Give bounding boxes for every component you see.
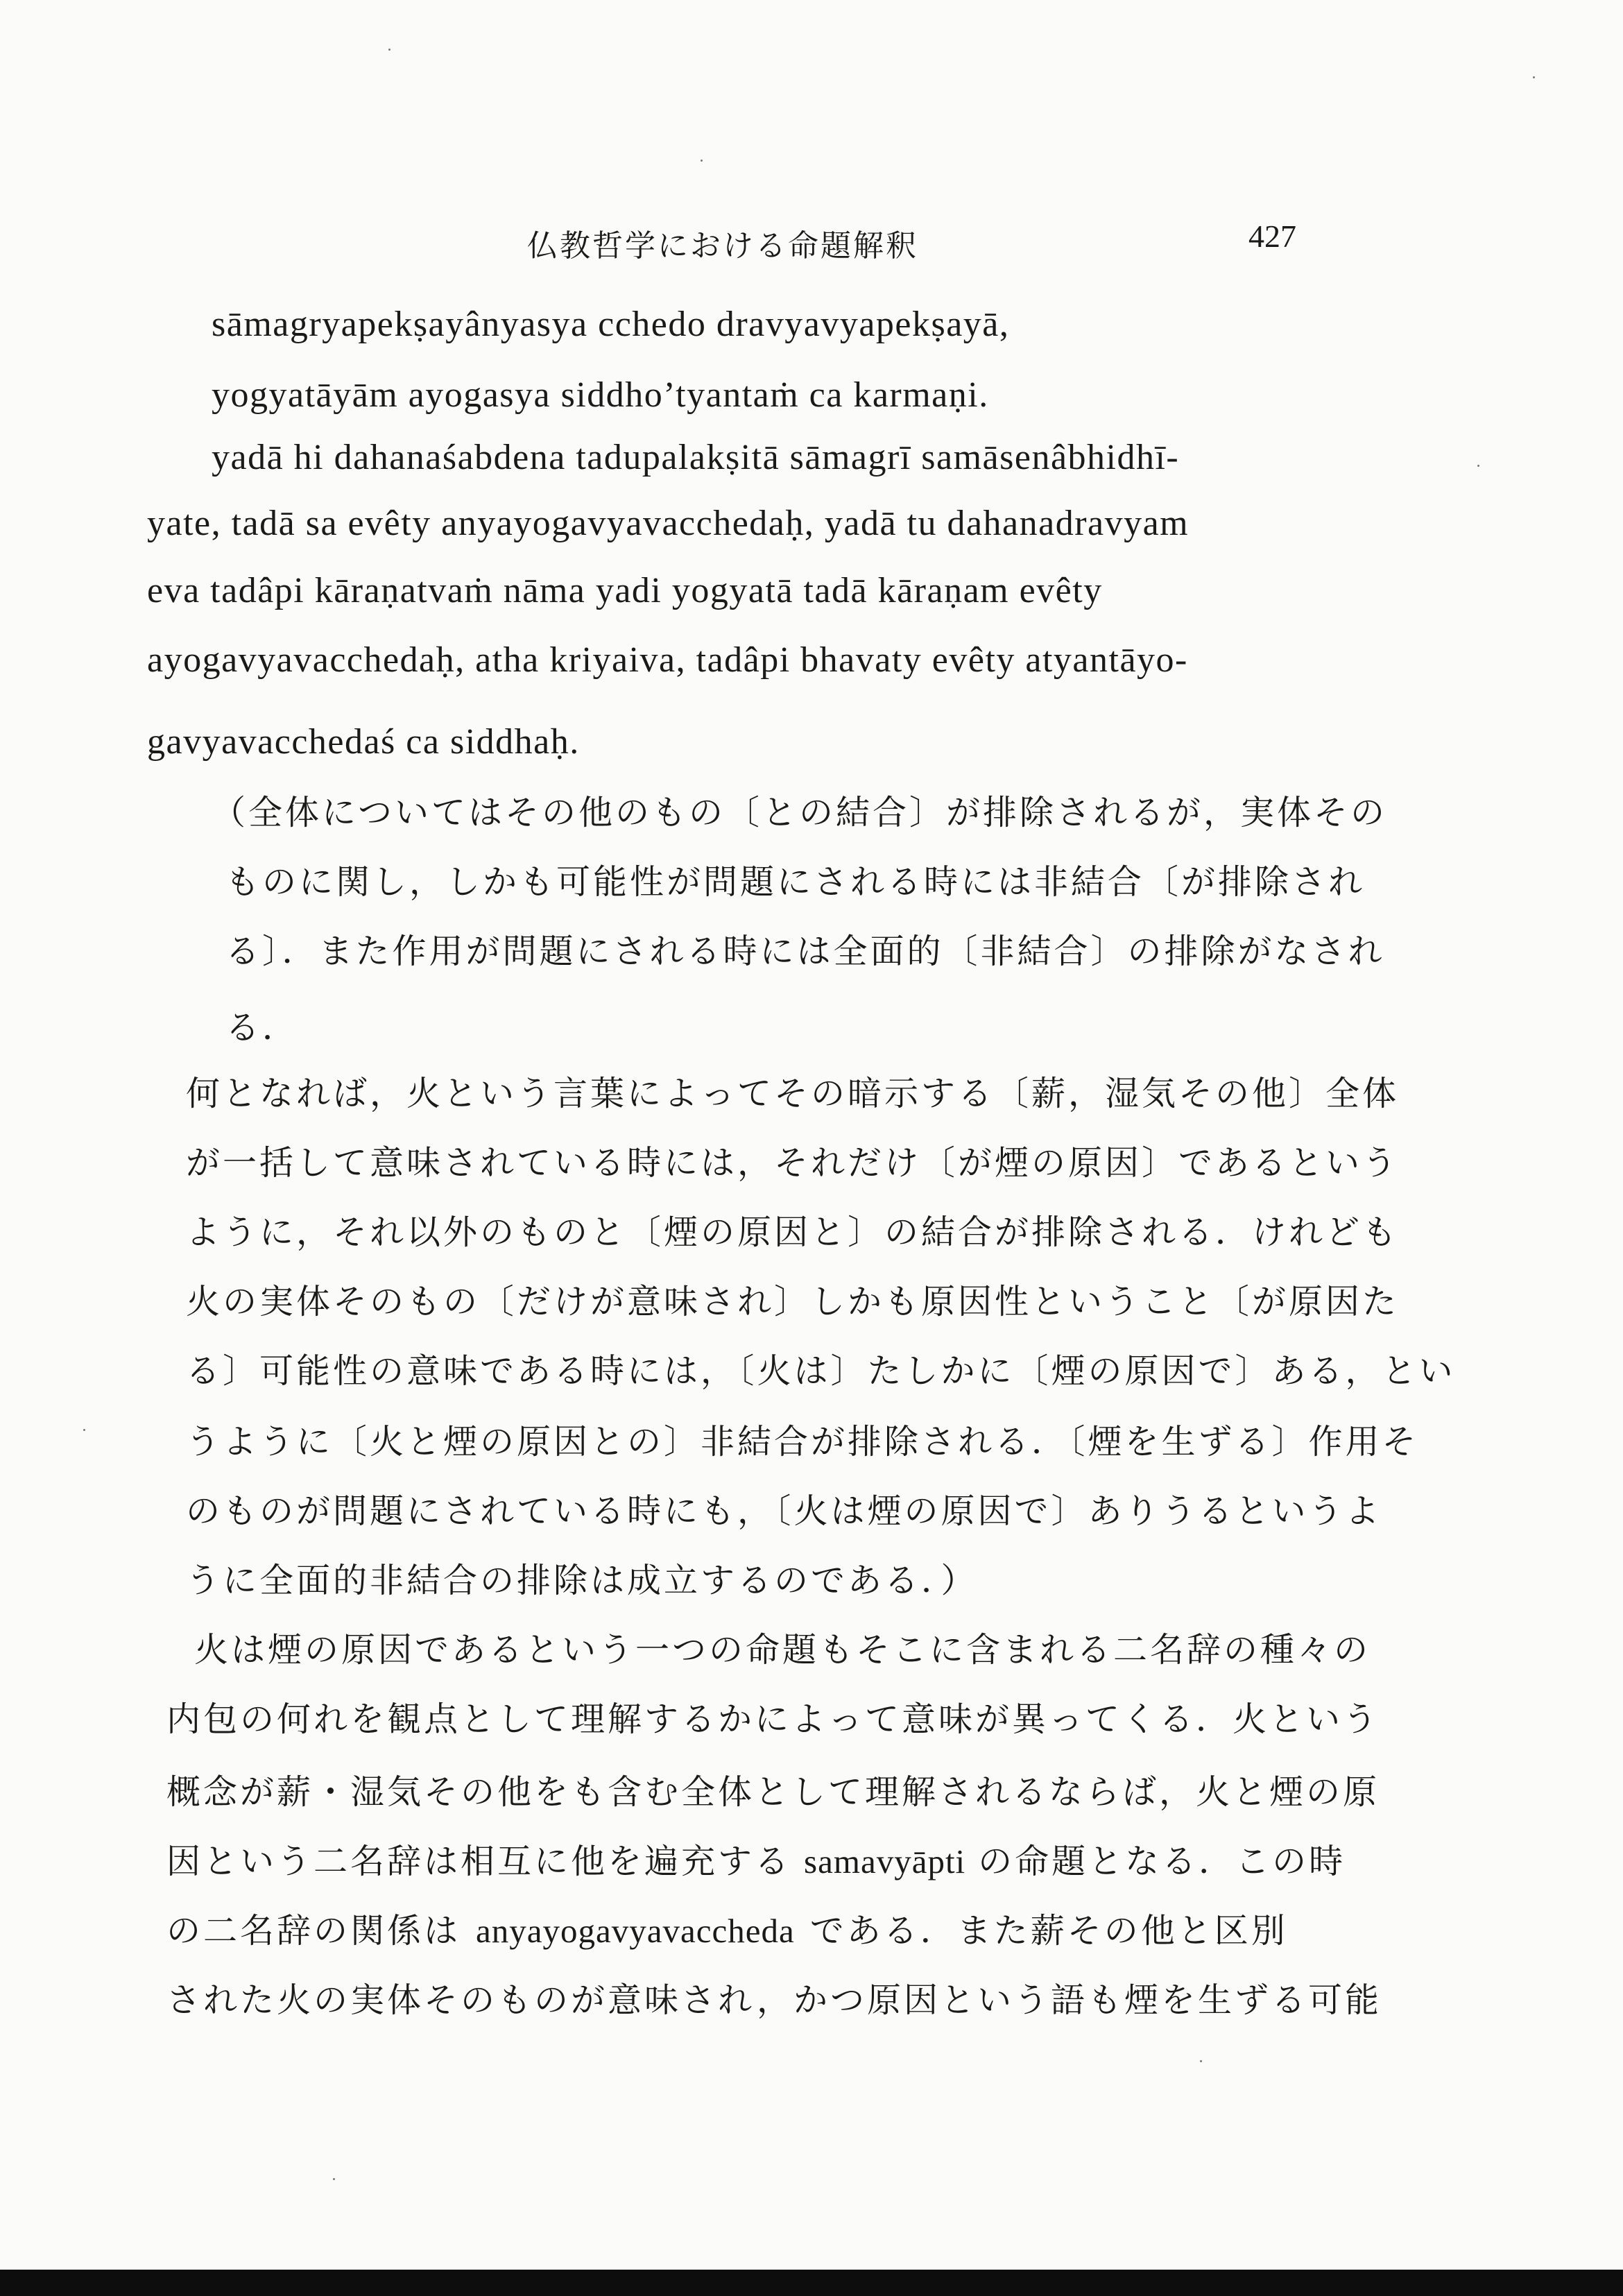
translation-line: （全体についてはその他のもの〔との結合〕が排除されるが，実体その [212, 793, 1388, 832]
translation-line: うに全面的非結合の排除は成立するのである．） [186, 1561, 978, 1600]
scan-speck [701, 160, 703, 162]
verse-line: yogyatāyām ayogasya siddho’tyantaṁ ca karmaṇi. [212, 375, 989, 415]
translation-line: る． [225, 1008, 300, 1047]
body-line [166, 1904, 1288, 1953]
scan-speck [388, 49, 390, 51]
scan-speck [83, 1429, 85, 1431]
body-text: 因という二名辞は相互に他を遍充する [166, 1842, 792, 1881]
translation-line: る〕可能性の意味である時には，〔火は〕たしかに〔煙の原因で〕ある，とい [186, 1351, 1456, 1391]
body-line: 内包の何れを観点として理解するかによって意味が異ってくる．火という [166, 1699, 1380, 1739]
body-line [166, 1835, 1346, 1883]
commentary-line: eva tadâpi kāraṇatvaṁ nāma yadi yogyatā tadā kāraṇam evêty [147, 571, 1103, 610]
term-anyayogavyavaccheda: anyayogavyavaccheda [476, 1912, 795, 1950]
translation-line: 何となれば，火という言葉によってその暗示する〔薪，湿気その他〕全体 [186, 1074, 1400, 1113]
translation-line: ように，それ以外のものと〔煙の原因と〕の結合が排除される．けれども [186, 1213, 1400, 1252]
body-line: 概念が薪・湿気その他をも含む全体として理解されるならば，火と煙の原 [166, 1772, 1380, 1812]
translation-line: が一括して意味されている時には，それだけ〔が煙の原因〕であるという [186, 1143, 1400, 1183]
commentary-line: ayogavyavacchedaḥ, atha kriyaiva, tadâpi bhavaty evêty atyantāyo- [147, 640, 1188, 680]
translation-line: ものに関し，しかも可能性が問題にされる時には非結合〔が排除され [225, 862, 1366, 902]
translation-line: 火の実体そのもの〔だけが意味され〕しかも原因性ということ〔が原因た [186, 1282, 1400, 1321]
scan-speck [333, 2178, 335, 2180]
scan-edge-bar [0, 2270, 1623, 2296]
commentary-line: yadā hi dahanaśabdena tadupalakṣitā sāmagrī samāsenâbhidhī- [212, 438, 1180, 477]
scan-speck [1200, 2060, 1202, 2062]
page-number: 427 [1248, 219, 1296, 254]
translation-line: る〕．また作用が問題にされる時には全面的〔非結合〕の排除がなされ [225, 932, 1385, 971]
verse-line: sāmagryapekṣayânyasya cchedo dravyavyapekṣayā, [212, 305, 1010, 344]
body-line: された火の実体そのものが意味され，かつ原因という語も煙を生ずる可能 [166, 1980, 1382, 2020]
commentary-line: yate, tadā sa evêty anyayogavyavacchedaḥ, yadā tu dahanadravyam [147, 504, 1190, 543]
body-text: の二名辞の関係は [166, 1911, 461, 1951]
body-line: 火は煙の原因であるという一つの命題もそこに含まれる二名辞の種々の [194, 1630, 1371, 1670]
translation-line: うように〔火と煙の原因との〕非結合が排除される．〔煙を生ずる〕作用そ [186, 1422, 1419, 1462]
body-text: である．また薪その他と区別 [809, 1911, 1288, 1951]
scan-speck [1533, 76, 1535, 78]
translation-line: のものが問題にされている時にも，〔火は煙の原因で〕ありうるというよ [186, 1491, 1382, 1531]
body-text: の命題となる．この時 [978, 1842, 1346, 1881]
commentary-line: gavyavacchedaś ca siddhaḥ. [147, 722, 580, 762]
scan-speck [1477, 465, 1479, 467]
running-title: 仏教哲学における命題解釈 [527, 228, 918, 264]
term-samavyapti: samavyāpti [804, 1842, 966, 1881]
